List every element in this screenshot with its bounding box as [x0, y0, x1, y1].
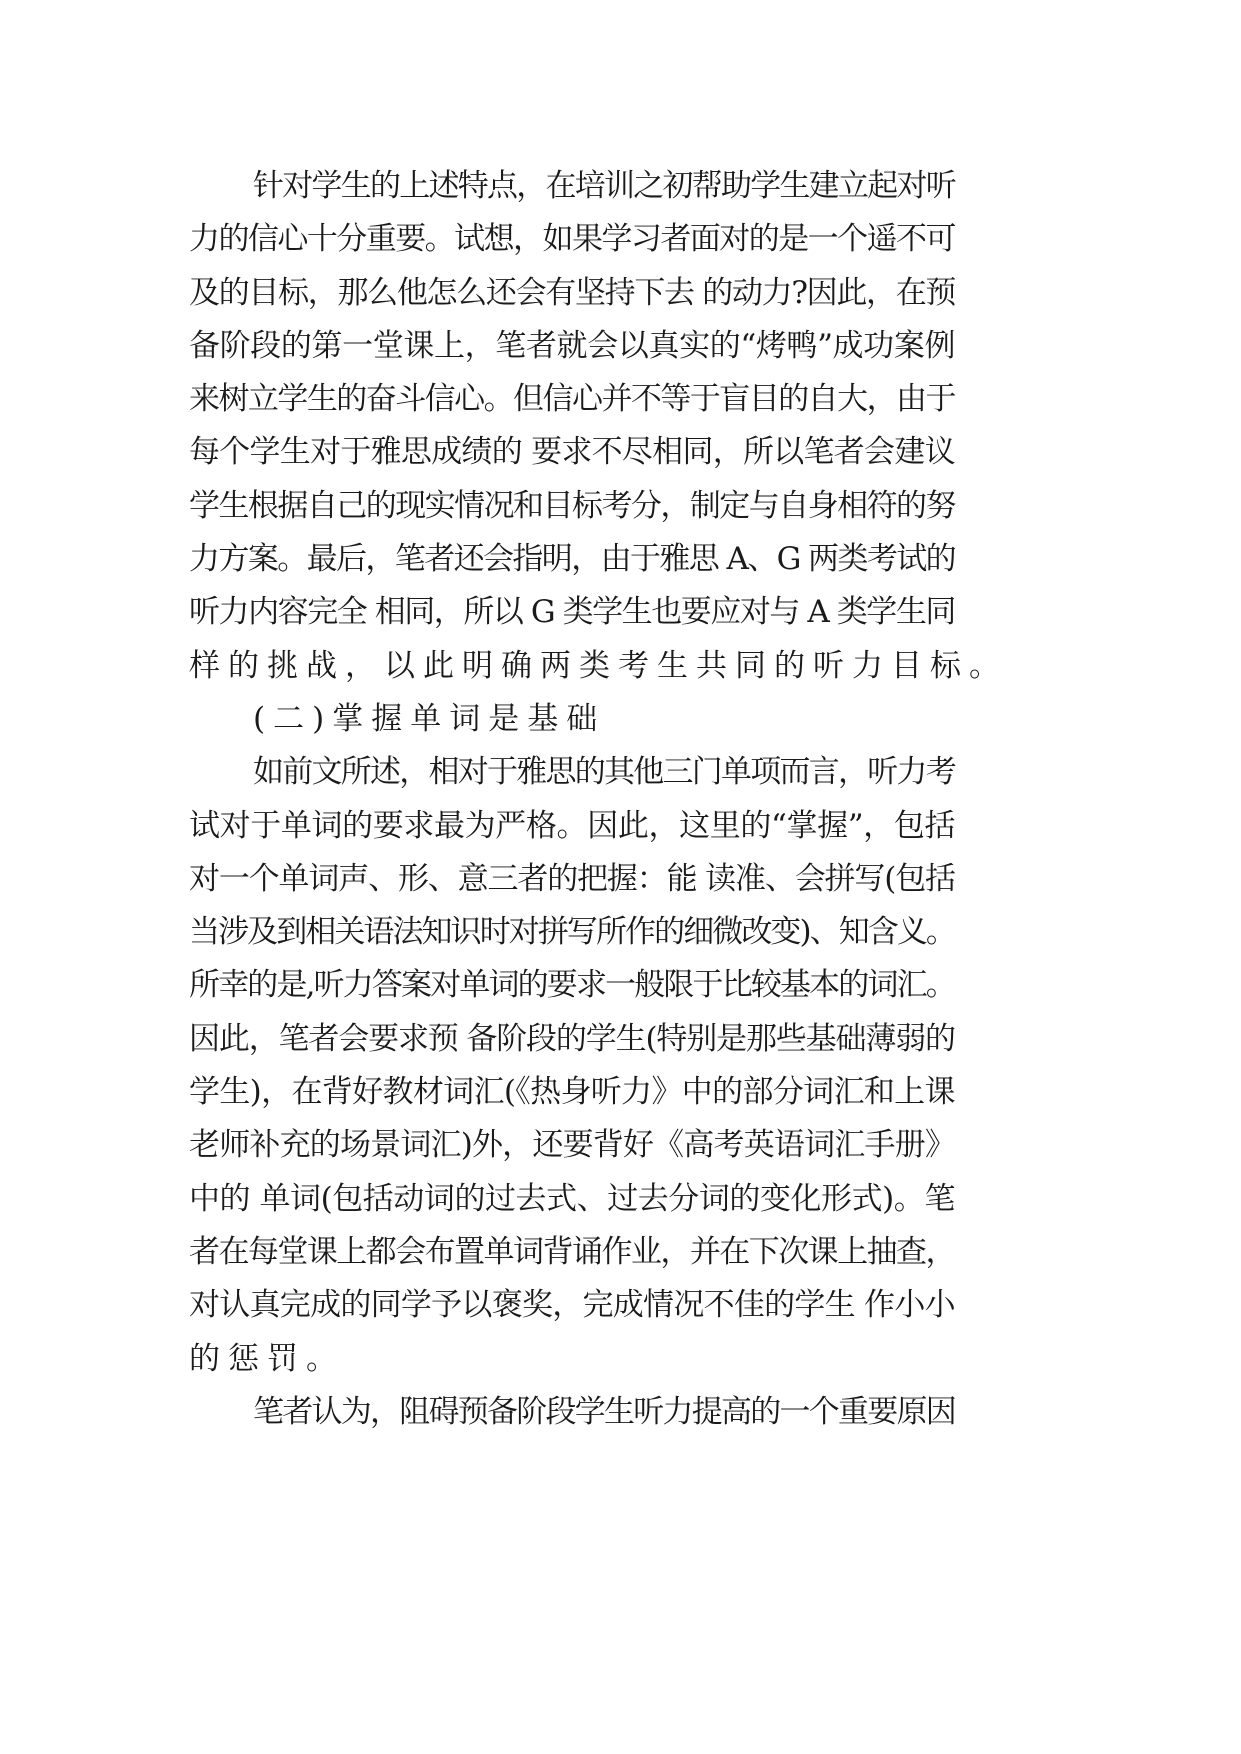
text-line: 当涉及到相关语法知识时对拼写所作的细微改变)、知含义。 [189, 914, 955, 951]
text-line: 因此，笔者会要求预 备阶段的学生(特别是那些基础薄弱的 [189, 1020, 955, 1057]
text-line: 试对于单词的要求最为严格。因此，这里的“掌握”，包括 [189, 807, 956, 844]
section-heading: (二)掌握单词是基础 [253, 700, 606, 737]
text-line: 者在每堂课上都会布置单词背诵作业，并在下次课上抽查， [189, 1233, 955, 1270]
text-line: 对一个单词声、形、意三者的把握：能 读准、会拼写(包括 [189, 860, 955, 897]
body-text [189, 160, 1069, 1439]
text-line: 针对学生的上述特点，在培训之初帮助学生建立起对听 [253, 168, 955, 204]
text-line: 来树立学生的奋斗信心。但信心并不等于盲目的自大，由于 [189, 381, 955, 418]
text-line: 对认真完成的同学予以褒奖，完成情况不佳的学生 作小小 [189, 1287, 955, 1324]
text-line: 备阶段的第一堂课上，笔者就会以真实的“烤鸭”成功案例 [189, 327, 956, 364]
text-line: 力方案。最后，笔者还会指明，由于雅思 A、G 两类考试的 [189, 541, 956, 578]
text-line: 笔者认为，阻碍预备阶段学生听力提高的一个重要原因 [253, 1393, 955, 1430]
text-line: 如前文所述，相对于雅思的其他三门单项而言，听力考 [253, 754, 955, 791]
text-line: 力的信心十分重要。试想，如果学习者面对的是一个遥不可 [189, 221, 955, 258]
text-line: 听力内容完全 相同，所以 G 类学生也要应对与 A 类学生同 [189, 594, 955, 631]
text-line: 学生根据自己的现实情况和目标考分，制定与自身相符的努 [189, 487, 955, 524]
text-line: 老师补充的场景词汇)外，还要背好《高考英语词汇手册》 [189, 1127, 956, 1164]
text-line: 学生)，在背好教材词汇(《热身听力》中的部分词汇和上课 [189, 1074, 955, 1111]
text-line: 样的挑战，以此明确两类考生共同的听力目标。 [189, 647, 1008, 684]
text-line: 每个学生对于雅思成绩的 要求不尽相同，所以笔者会建议 [189, 434, 955, 471]
text-line: 的惩罚。 [189, 1340, 345, 1377]
text-line: 所幸的是,听力答案对单词的要求一般限于比较基本的词汇。 [189, 967, 955, 1004]
text-line: 中的 单词(包括动词的过去式、过去分词的变化形式)。笔 [189, 1180, 955, 1217]
text-line: 及的目标，那么他怎么还会有坚持下去 的动力?因此，在预 [189, 274, 956, 311]
